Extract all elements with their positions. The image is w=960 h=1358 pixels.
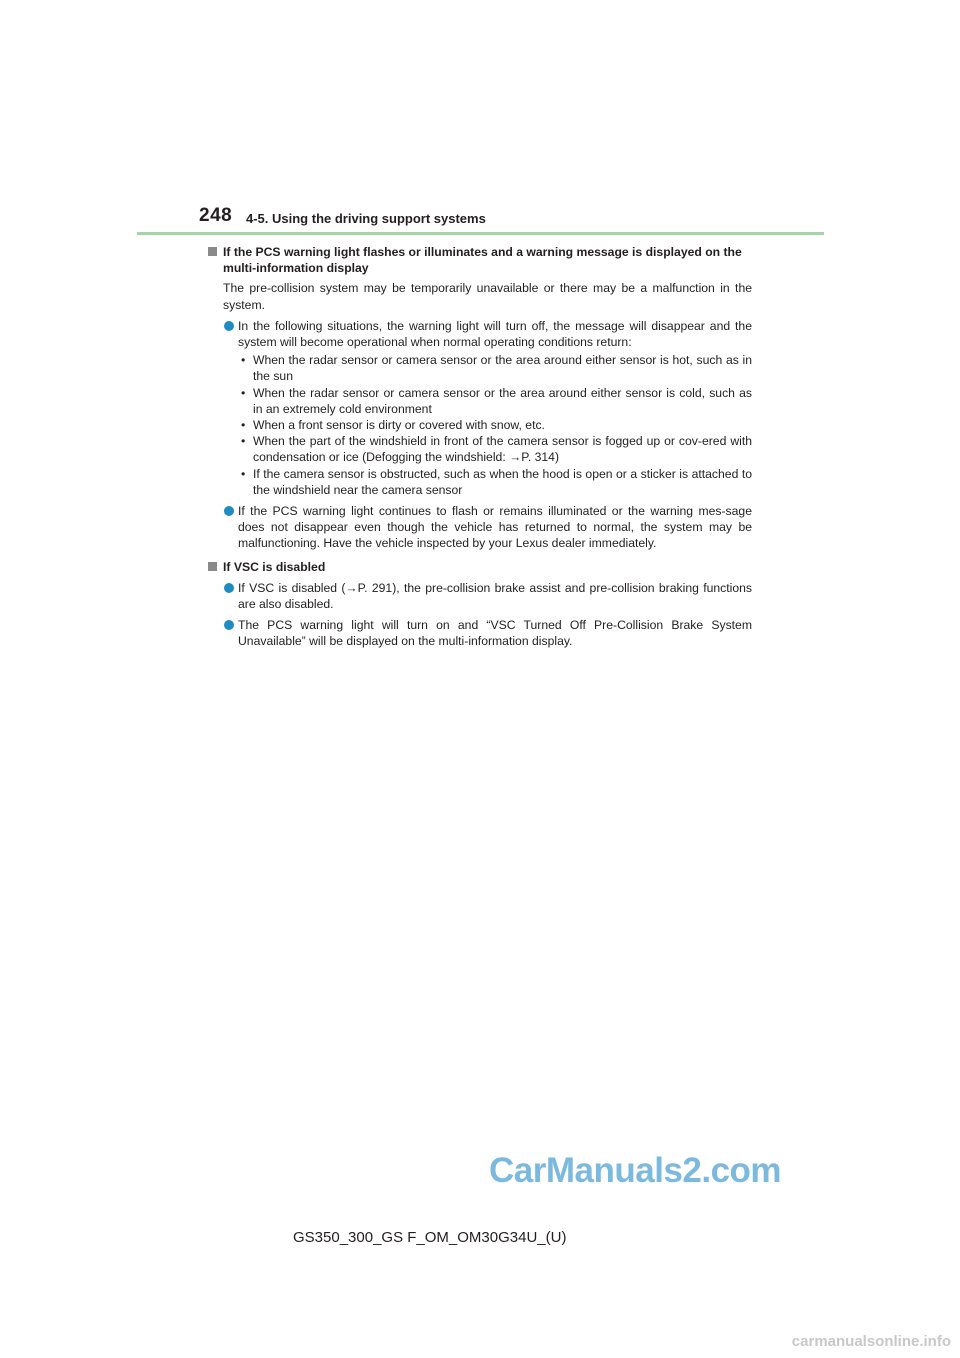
paragraph: The pre-collision system may be temporarily unavailable or there may be a malfunction in the system.	[223, 281, 752, 312]
page-number: 248	[199, 205, 233, 226]
header-rule	[137, 232, 824, 235]
section-heading	[207, 559, 752, 575]
sub-list-item	[207, 352, 752, 384]
sub-item-text: When the radar sensor or camera sensor or the area around either sensor is cold, such as in an extremely cold environment	[253, 385, 752, 416]
sub-item-text: If the camera sensor is obstructed, such as when the hood is open or a sticker is attached to the windshield near the camera sensor	[253, 466, 752, 497]
bullet-text: If VSC is disabled (→P. 291), the pre-collision brake assist and pre-collision braking functions are also disabled.	[238, 580, 752, 612]
sub-item-text: When the part of the windshield in front of the camera sensor is fogged up or cov-ered with condensation or ice (Defogging the windshield: →P. 314)	[253, 434, 752, 465]
sub-list-item	[207, 417, 752, 433]
round-bullet-icon	[224, 620, 234, 630]
round-bullet-icon	[224, 506, 234, 516]
page-content	[207, 244, 752, 650]
square-bullet-icon	[208, 247, 217, 256]
site-link[interactable]: carmanualsonline.info	[791, 1333, 951, 1350]
square-bullet-icon	[208, 562, 217, 571]
dot-marker-icon: •	[241, 418, 246, 433]
dot-marker-icon: •	[241, 434, 246, 449]
bullet-text: If the PCS warning light continues to flash or remains illuminated or the warning mes-sage does not disappear even though the vehicle has returned to normal, the system may be malfunctioning. Have the vehicle inspected by your Lexus dealer immediately.	[238, 504, 752, 551]
section-heading-text: If the PCS warning light flashes or illuminates and a warning message is displayed on the multi-information display	[223, 245, 742, 276]
section-title: 4-5. Using the driving support systems	[246, 211, 486, 226]
bullet-item	[207, 580, 752, 612]
dot-marker-icon: •	[241, 353, 246, 368]
page-header	[199, 205, 839, 235]
dot-marker-icon: •	[241, 466, 246, 481]
section-heading-text: If VSC is disabled	[223, 559, 326, 574]
watermark-text[interactable]: CarManuals2.com	[489, 1151, 782, 1190]
sub-item-text: When the radar sensor or camera sensor or the area around either sensor is hot, such as in the sun	[253, 353, 752, 384]
bullet-item	[207, 318, 752, 350]
section-heading	[207, 244, 752, 276]
sub-item-text: When a front sensor is dirty or covered with snow, etc.	[253, 418, 545, 433]
sub-list	[207, 352, 752, 498]
bullet-text: The PCS warning light will turn on and “VSC Turned Off Pre-Collision Brake System Unavailable” will be displayed on the multi-information display.	[238, 618, 752, 649]
dot-marker-icon: •	[241, 385, 246, 400]
document-code: GS350_300_GS F_OM_OM30G34U_(U)	[293, 1229, 567, 1246]
round-bullet-icon	[224, 321, 234, 331]
round-bullet-icon	[224, 583, 234, 593]
sub-list-item	[207, 466, 752, 498]
sub-list-item	[207, 433, 752, 465]
sub-list-item	[207, 385, 752, 417]
bullet-text: In the following situations, the warning light will turn off, the message will disappear and the system will become operational when normal operating conditions return:	[238, 318, 752, 350]
bullet-item	[207, 617, 752, 649]
bullet-item	[207, 503, 752, 552]
watermark[interactable]	[489, 1151, 781, 1191]
